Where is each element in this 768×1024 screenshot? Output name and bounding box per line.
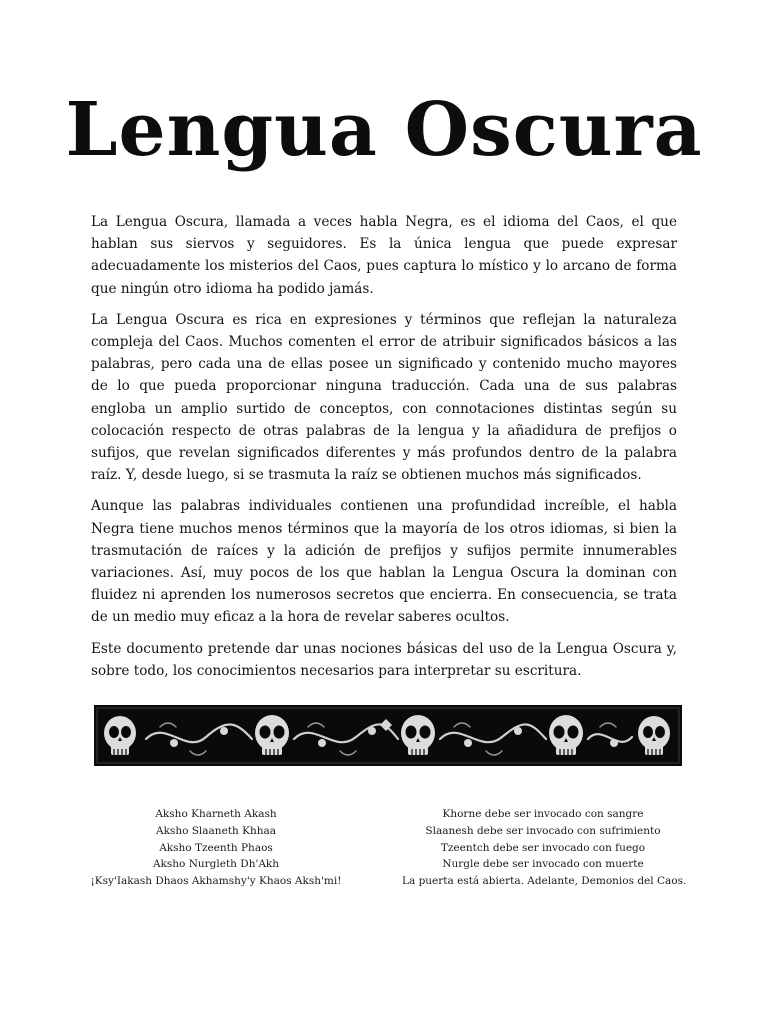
translation-line: Tzeentch debe ser invocado con fuego [440, 841, 646, 854]
decorative-skull-banner [94, 705, 682, 766]
invocation-line: ¡Ksy'Iakash Dhaos Akhamshy'y Khaos Aksh'mi! [90, 875, 342, 888]
translation-line: Khorne debe ser invocado con sangre [442, 808, 644, 820]
banner-ornament [94, 705, 682, 766]
invocation-line: Aksho Slaaneth Khhaa [155, 824, 276, 837]
paragraph: Este documento pretende dar unas nociones básicas del uso de la Lengua Oscura y, sobre todo, los conocimientos necesarios para interpretar su escritura. [91, 640, 677, 679]
translation-line: Slaanesh debe ser invocado con sufrimiento [425, 824, 661, 837]
paragraph: La Lengua Oscura es rica en expresiones y términos que reflejan la naturaleza compleja del Caos. Muchos comenten el error de atribuir significados básicos a las palabras, pero cada una de ellas posee un significado y contenido mucho mayores de lo que pueda proporcionar ninguna traducción. Cada una de sus palabras engloba un amplio surtido de conceptos, con connotaciones distintas según su colocación respecto de otras palabras de la lengua y la añadidura de prefijos o sufijos, que revelan significados diferentes y más profundos dentro de la palabra raíz. Y, desde luego, si se trasmuta la raíz se obtienen muchos más significados. [91, 311, 677, 484]
translation-line: Nurgle debe ser invocado con muerte [442, 858, 644, 871]
translation-line: La puerta está abierta. Adelante, Demonios del Caos. [402, 875, 687, 888]
invocation-translation [402, 806, 687, 890]
invocation-line: Aksho Kharneth Akash [155, 808, 277, 820]
page-title: Lengua Oscura [65, 87, 703, 173]
invocation-line: Aksho Nurgleth Dh'Akh [152, 858, 280, 871]
paragraph: La Lengua Oscura, llamada a veces habla Negra, es el idioma del Caos, el que hablan sus siervos y seguidores. Es la única lengua que puede expresar adecuadamente los misterios del Caos, pues captura lo místico y lo arcano de forma que ningún otro idioma ha podido jamás. [91, 214, 677, 297]
invocation-line: Aksho Tzeenth Phaos [159, 841, 273, 854]
paragraph: Aunque las palabras individuales contienen una profundidad increíble, el habla Negra tiene muchos menos términos que la mayoría de los otros idiomas, si bien la trasmutación de raíces y la adición de prefijos y sufijos permite innumerables variaciones. Así, muy pocos de los que hablan la Lengua Oscura la dominan con fluidez ni aprenden los numerosos secretos que encierra. En consecuencia, se trata de un medio muy eficaz a la hora de revelar saberes ocultos. [91, 498, 677, 626]
body-text [91, 211, 677, 691]
invocation-dark-tongue [86, 806, 346, 890]
